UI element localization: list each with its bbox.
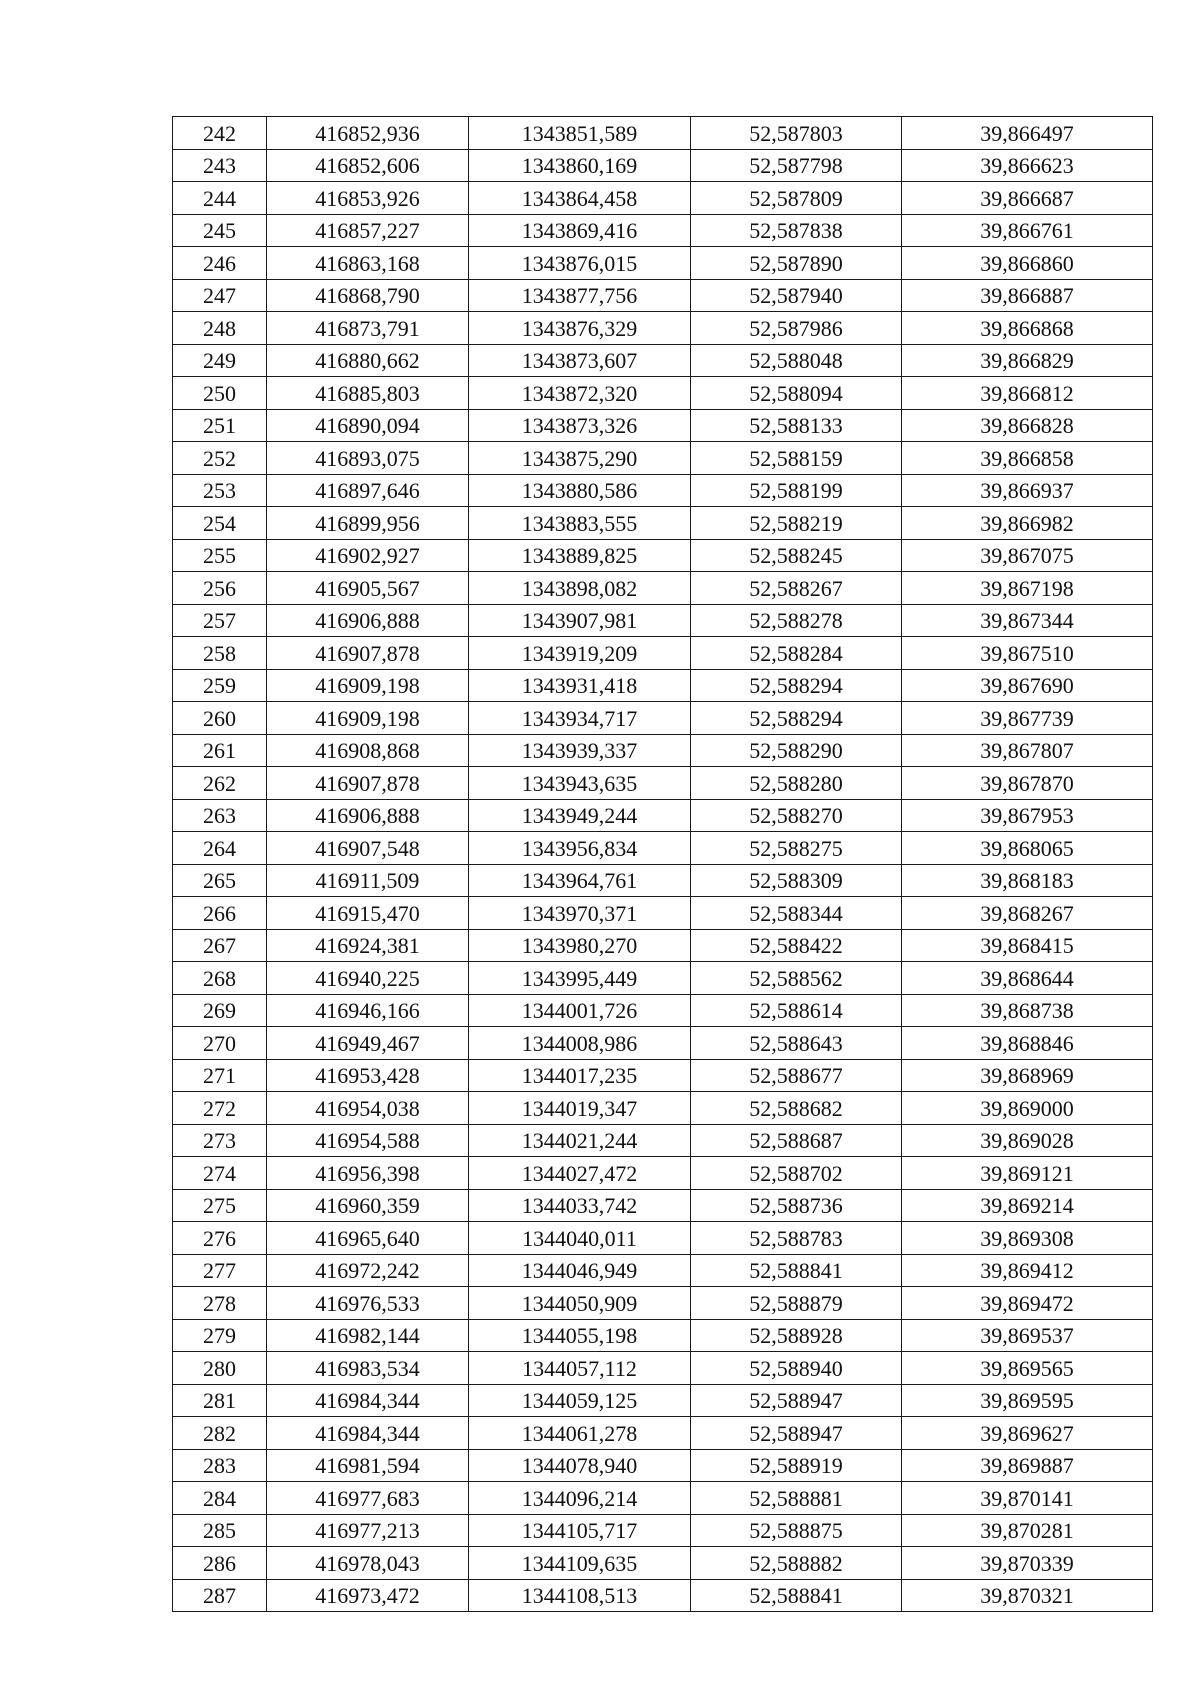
y-coordinate-cell: 1344059,125	[469, 1384, 691, 1417]
y-coordinate-cell: 1343876,015	[469, 247, 691, 280]
longitude-cell: 39,868969	[902, 1059, 1153, 1092]
table-row	[173, 637, 1153, 670]
latitude-cell: 52,588422	[691, 929, 902, 962]
longitude-cell: 39,868183	[902, 864, 1153, 897]
y-coordinate-cell: 1343876,329	[469, 312, 691, 345]
x-coordinate-cell: 416885,803	[267, 377, 469, 410]
x-coordinate-cell: 416907,878	[267, 767, 469, 800]
latitude-cell: 52,588687	[691, 1124, 902, 1157]
latitude-cell: 52,588199	[691, 474, 902, 507]
point-number-cell: 285	[173, 1514, 267, 1547]
latitude-cell: 52,588562	[691, 962, 902, 995]
longitude-cell: 39,866860	[902, 247, 1153, 280]
latitude-cell: 52,587803	[691, 117, 902, 150]
longitude-cell: 39,867870	[902, 767, 1153, 800]
x-coordinate-cell: 416905,567	[267, 572, 469, 605]
y-coordinate-cell: 1344078,940	[469, 1449, 691, 1482]
longitude-cell: 39,867953	[902, 799, 1153, 832]
table-row	[173, 702, 1153, 735]
point-number-cell: 249	[173, 344, 267, 377]
point-number-cell: 280	[173, 1352, 267, 1385]
x-coordinate-cell: 416982,144	[267, 1319, 469, 1352]
x-coordinate-cell: 416973,472	[267, 1579, 469, 1612]
x-coordinate-cell: 416976,533	[267, 1287, 469, 1320]
point-number-cell: 261	[173, 734, 267, 767]
latitude-cell: 52,588919	[691, 1449, 902, 1482]
table-row	[173, 929, 1153, 962]
table-body	[173, 117, 1153, 1612]
x-coordinate-cell: 416981,594	[267, 1449, 469, 1482]
point-number-cell: 256	[173, 572, 267, 605]
point-number-cell: 244	[173, 182, 267, 215]
point-number-cell: 257	[173, 604, 267, 637]
longitude-cell: 39,869537	[902, 1319, 1153, 1352]
table-row	[173, 1514, 1153, 1547]
point-number-cell: 265	[173, 864, 267, 897]
latitude-cell: 52,587798	[691, 149, 902, 182]
y-coordinate-cell: 1344027,472	[469, 1157, 691, 1190]
latitude-cell: 52,588284	[691, 637, 902, 670]
latitude-cell: 52,588677	[691, 1059, 902, 1092]
x-coordinate-cell: 416977,213	[267, 1514, 469, 1547]
latitude-cell: 52,588940	[691, 1352, 902, 1385]
table-row	[173, 1124, 1153, 1157]
x-coordinate-cell: 416965,640	[267, 1222, 469, 1255]
latitude-cell: 52,588928	[691, 1319, 902, 1352]
y-coordinate-cell: 1343883,555	[469, 507, 691, 540]
x-coordinate-cell: 416956,398	[267, 1157, 469, 1190]
x-coordinate-cell: 416953,428	[267, 1059, 469, 1092]
latitude-cell: 52,588290	[691, 734, 902, 767]
y-coordinate-cell: 1344105,717	[469, 1514, 691, 1547]
longitude-cell: 39,869472	[902, 1287, 1153, 1320]
y-coordinate-cell: 1343970,371	[469, 897, 691, 930]
y-coordinate-cell: 1343875,290	[469, 442, 691, 475]
x-coordinate-cell: 416915,470	[267, 897, 469, 930]
point-number-cell: 272	[173, 1092, 267, 1125]
point-number-cell: 260	[173, 702, 267, 735]
longitude-cell: 39,869627	[902, 1417, 1153, 1450]
point-number-cell: 279	[173, 1319, 267, 1352]
table-row	[173, 1417, 1153, 1450]
y-coordinate-cell: 1344008,986	[469, 1027, 691, 1060]
latitude-cell: 52,588875	[691, 1514, 902, 1547]
table-row	[173, 734, 1153, 767]
y-coordinate-cell: 1344019,347	[469, 1092, 691, 1125]
x-coordinate-cell: 416868,790	[267, 279, 469, 312]
x-coordinate-cell: 416852,606	[267, 149, 469, 182]
latitude-cell: 52,588702	[691, 1157, 902, 1190]
latitude-cell: 52,588094	[691, 377, 902, 410]
latitude-cell: 52,588881	[691, 1482, 902, 1515]
x-coordinate-cell: 416909,198	[267, 669, 469, 702]
y-coordinate-cell: 1344040,011	[469, 1222, 691, 1255]
longitude-cell: 39,867198	[902, 572, 1153, 605]
point-number-cell: 259	[173, 669, 267, 702]
longitude-cell: 39,866887	[902, 279, 1153, 312]
y-coordinate-cell: 1343880,586	[469, 474, 691, 507]
table-row	[173, 767, 1153, 800]
latitude-cell: 52,588682	[691, 1092, 902, 1125]
latitude-cell: 52,588882	[691, 1547, 902, 1580]
table-row	[173, 247, 1153, 280]
y-coordinate-cell: 1343995,449	[469, 962, 691, 995]
longitude-cell: 39,866761	[902, 214, 1153, 247]
table-row	[173, 1384, 1153, 1417]
table-row	[173, 214, 1153, 247]
table-row	[173, 1027, 1153, 1060]
y-coordinate-cell: 1343939,337	[469, 734, 691, 767]
table-row	[173, 442, 1153, 475]
latitude-cell: 52,587940	[691, 279, 902, 312]
table-row	[173, 1222, 1153, 1255]
table-row	[173, 377, 1153, 410]
longitude-cell: 39,867510	[902, 637, 1153, 670]
point-number-cell: 281	[173, 1384, 267, 1417]
point-number-cell: 245	[173, 214, 267, 247]
y-coordinate-cell: 1343889,825	[469, 539, 691, 572]
y-coordinate-cell: 1343943,635	[469, 767, 691, 800]
longitude-cell: 39,868065	[902, 832, 1153, 865]
longitude-cell: 39,870141	[902, 1482, 1153, 1515]
y-coordinate-cell: 1344108,513	[469, 1579, 691, 1612]
table-row	[173, 312, 1153, 345]
latitude-cell: 52,588280	[691, 767, 902, 800]
latitude-cell: 52,587809	[691, 182, 902, 215]
longitude-cell: 39,869028	[902, 1124, 1153, 1157]
coordinate-table	[172, 116, 1153, 1612]
latitude-cell: 52,588133	[691, 409, 902, 442]
x-coordinate-cell: 416880,662	[267, 344, 469, 377]
point-number-cell: 253	[173, 474, 267, 507]
longitude-cell: 39,866687	[902, 182, 1153, 215]
latitude-cell: 52,588048	[691, 344, 902, 377]
x-coordinate-cell: 416977,683	[267, 1482, 469, 1515]
x-coordinate-cell: 416906,888	[267, 799, 469, 832]
latitude-cell: 52,588270	[691, 799, 902, 832]
latitude-cell: 52,588643	[691, 1027, 902, 1060]
x-coordinate-cell: 416893,075	[267, 442, 469, 475]
y-coordinate-cell: 1343869,416	[469, 214, 691, 247]
point-number-cell: 277	[173, 1254, 267, 1287]
table-row	[173, 117, 1153, 150]
longitude-cell: 39,866623	[902, 149, 1153, 182]
table-row	[173, 572, 1153, 605]
x-coordinate-cell: 416978,043	[267, 1547, 469, 1580]
longitude-cell: 39,869214	[902, 1189, 1153, 1222]
latitude-cell: 52,588614	[691, 994, 902, 1027]
longitude-cell: 39,870321	[902, 1579, 1153, 1612]
y-coordinate-cell: 1343934,717	[469, 702, 691, 735]
point-number-cell: 282	[173, 1417, 267, 1450]
table-row	[173, 1287, 1153, 1320]
table-row	[173, 1059, 1153, 1092]
longitude-cell: 39,866812	[902, 377, 1153, 410]
longitude-cell: 39,867690	[902, 669, 1153, 702]
longitude-cell: 39,866829	[902, 344, 1153, 377]
point-number-cell: 271	[173, 1059, 267, 1092]
longitude-cell: 39,866858	[902, 442, 1153, 475]
table-row	[173, 1092, 1153, 1125]
y-coordinate-cell: 1343851,589	[469, 117, 691, 150]
point-number-cell: 283	[173, 1449, 267, 1482]
x-coordinate-cell: 416857,227	[267, 214, 469, 247]
x-coordinate-cell: 416863,168	[267, 247, 469, 280]
longitude-cell: 39,869565	[902, 1352, 1153, 1385]
point-number-cell: 254	[173, 507, 267, 540]
point-number-cell: 243	[173, 149, 267, 182]
point-number-cell: 248	[173, 312, 267, 345]
latitude-cell: 52,587986	[691, 312, 902, 345]
latitude-cell: 52,588947	[691, 1417, 902, 1450]
point-number-cell: 246	[173, 247, 267, 280]
longitude-cell: 39,869121	[902, 1157, 1153, 1190]
x-coordinate-cell: 416873,791	[267, 312, 469, 345]
latitude-cell: 52,587838	[691, 214, 902, 247]
table-row	[173, 962, 1153, 995]
x-coordinate-cell: 416909,198	[267, 702, 469, 735]
latitude-cell: 52,588275	[691, 832, 902, 865]
y-coordinate-cell: 1343864,458	[469, 182, 691, 215]
point-number-cell: 263	[173, 799, 267, 832]
longitude-cell: 39,866828	[902, 409, 1153, 442]
table-row	[173, 539, 1153, 572]
table-row	[173, 1319, 1153, 1352]
table-row	[173, 1579, 1153, 1612]
table-row	[173, 864, 1153, 897]
latitude-cell: 52,588736	[691, 1189, 902, 1222]
x-coordinate-cell: 416949,467	[267, 1027, 469, 1060]
table-row	[173, 474, 1153, 507]
longitude-cell: 39,868415	[902, 929, 1153, 962]
latitude-cell: 52,588245	[691, 539, 902, 572]
table-row	[173, 897, 1153, 930]
latitude-cell: 52,588294	[691, 702, 902, 735]
longitude-cell: 39,869412	[902, 1254, 1153, 1287]
table-row	[173, 1482, 1153, 1515]
x-coordinate-cell: 416902,927	[267, 539, 469, 572]
point-number-cell: 270	[173, 1027, 267, 1060]
latitude-cell: 52,588879	[691, 1287, 902, 1320]
y-coordinate-cell: 1343931,418	[469, 669, 691, 702]
point-number-cell: 251	[173, 409, 267, 442]
x-coordinate-cell: 416954,038	[267, 1092, 469, 1125]
y-coordinate-cell: 1343877,756	[469, 279, 691, 312]
x-coordinate-cell: 416899,956	[267, 507, 469, 540]
latitude-cell: 52,588783	[691, 1222, 902, 1255]
x-coordinate-cell: 416924,381	[267, 929, 469, 962]
table-row	[173, 507, 1153, 540]
longitude-cell: 39,866497	[902, 117, 1153, 150]
y-coordinate-cell: 1344109,635	[469, 1547, 691, 1580]
latitude-cell: 52,588344	[691, 897, 902, 930]
x-coordinate-cell: 416853,926	[267, 182, 469, 215]
table-row	[173, 149, 1153, 182]
x-coordinate-cell: 416960,359	[267, 1189, 469, 1222]
table-row	[173, 994, 1153, 1027]
y-coordinate-cell: 1344057,112	[469, 1352, 691, 1385]
table-row	[173, 1547, 1153, 1580]
point-number-cell: 268	[173, 962, 267, 995]
y-coordinate-cell: 1344021,244	[469, 1124, 691, 1157]
longitude-cell: 39,869000	[902, 1092, 1153, 1125]
longitude-cell: 39,866937	[902, 474, 1153, 507]
x-coordinate-cell: 416954,588	[267, 1124, 469, 1157]
latitude-cell: 52,588278	[691, 604, 902, 637]
point-number-cell: 275	[173, 1189, 267, 1222]
x-coordinate-cell: 416852,936	[267, 117, 469, 150]
latitude-cell: 52,588947	[691, 1384, 902, 1417]
table-row	[173, 1157, 1153, 1190]
latitude-cell: 52,588309	[691, 864, 902, 897]
longitude-cell: 39,867807	[902, 734, 1153, 767]
x-coordinate-cell: 416984,344	[267, 1417, 469, 1450]
table-row	[173, 1449, 1153, 1482]
y-coordinate-cell: 1343872,320	[469, 377, 691, 410]
point-number-cell: 273	[173, 1124, 267, 1157]
x-coordinate-cell: 416890,094	[267, 409, 469, 442]
y-coordinate-cell: 1344046,949	[469, 1254, 691, 1287]
table-row	[173, 604, 1153, 637]
latitude-cell: 52,588841	[691, 1254, 902, 1287]
longitude-cell: 39,868644	[902, 962, 1153, 995]
table-row	[173, 182, 1153, 215]
y-coordinate-cell: 1343964,761	[469, 864, 691, 897]
point-number-cell: 255	[173, 539, 267, 572]
point-number-cell: 286	[173, 1547, 267, 1580]
longitude-cell: 39,866982	[902, 507, 1153, 540]
longitude-cell: 39,868738	[902, 994, 1153, 1027]
latitude-cell: 52,588267	[691, 572, 902, 605]
x-coordinate-cell: 416940,225	[267, 962, 469, 995]
longitude-cell: 39,866868	[902, 312, 1153, 345]
y-coordinate-cell: 1344050,909	[469, 1287, 691, 1320]
table-row	[173, 1254, 1153, 1287]
longitude-cell: 39,870339	[902, 1547, 1153, 1580]
point-number-cell: 284	[173, 1482, 267, 1515]
point-number-cell: 258	[173, 637, 267, 670]
table-row	[173, 344, 1153, 377]
longitude-cell: 39,870281	[902, 1514, 1153, 1547]
y-coordinate-cell: 1343898,082	[469, 572, 691, 605]
longitude-cell: 39,869308	[902, 1222, 1153, 1255]
point-number-cell: 287	[173, 1579, 267, 1612]
x-coordinate-cell: 416906,888	[267, 604, 469, 637]
latitude-cell: 52,588159	[691, 442, 902, 475]
latitude-cell: 52,587890	[691, 247, 902, 280]
point-number-cell: 278	[173, 1287, 267, 1320]
y-coordinate-cell: 1343919,209	[469, 637, 691, 670]
y-coordinate-cell: 1344017,235	[469, 1059, 691, 1092]
point-number-cell: 269	[173, 994, 267, 1027]
y-coordinate-cell: 1344001,726	[469, 994, 691, 1027]
latitude-cell: 52,588294	[691, 669, 902, 702]
latitude-cell: 52,588219	[691, 507, 902, 540]
point-number-cell: 252	[173, 442, 267, 475]
table-row	[173, 832, 1153, 865]
longitude-cell: 39,868267	[902, 897, 1153, 930]
y-coordinate-cell: 1343949,244	[469, 799, 691, 832]
point-number-cell: 267	[173, 929, 267, 962]
table-row	[173, 1189, 1153, 1222]
latitude-cell: 52,588841	[691, 1579, 902, 1612]
longitude-cell: 39,867739	[902, 702, 1153, 735]
longitude-cell: 39,867075	[902, 539, 1153, 572]
point-number-cell: 266	[173, 897, 267, 930]
x-coordinate-cell: 416908,868	[267, 734, 469, 767]
y-coordinate-cell: 1343956,834	[469, 832, 691, 865]
table-row	[173, 279, 1153, 312]
point-number-cell: 274	[173, 1157, 267, 1190]
longitude-cell: 39,867344	[902, 604, 1153, 637]
x-coordinate-cell: 416972,242	[267, 1254, 469, 1287]
x-coordinate-cell: 416897,646	[267, 474, 469, 507]
point-number-cell: 242	[173, 117, 267, 150]
table-row	[173, 799, 1153, 832]
longitude-cell: 39,869887	[902, 1449, 1153, 1482]
table-row	[173, 1352, 1153, 1385]
y-coordinate-cell: 1344061,278	[469, 1417, 691, 1450]
y-coordinate-cell: 1343907,981	[469, 604, 691, 637]
x-coordinate-cell: 416907,878	[267, 637, 469, 670]
y-coordinate-cell: 1343873,326	[469, 409, 691, 442]
x-coordinate-cell: 416983,534	[267, 1352, 469, 1385]
y-coordinate-cell: 1344055,198	[469, 1319, 691, 1352]
point-number-cell: 247	[173, 279, 267, 312]
x-coordinate-cell: 416946,166	[267, 994, 469, 1027]
x-coordinate-cell: 416984,344	[267, 1384, 469, 1417]
point-number-cell: 264	[173, 832, 267, 865]
y-coordinate-cell: 1343980,270	[469, 929, 691, 962]
table-row	[173, 669, 1153, 702]
y-coordinate-cell: 1344033,742	[469, 1189, 691, 1222]
x-coordinate-cell: 416911,509	[267, 864, 469, 897]
y-coordinate-cell: 1344096,214	[469, 1482, 691, 1515]
x-coordinate-cell: 416907,548	[267, 832, 469, 865]
y-coordinate-cell: 1343873,607	[469, 344, 691, 377]
point-number-cell: 276	[173, 1222, 267, 1255]
y-coordinate-cell: 1343860,169	[469, 149, 691, 182]
longitude-cell: 39,868846	[902, 1027, 1153, 1060]
table-row	[173, 409, 1153, 442]
point-number-cell: 262	[173, 767, 267, 800]
longitude-cell: 39,869595	[902, 1384, 1153, 1417]
point-number-cell: 250	[173, 377, 267, 410]
